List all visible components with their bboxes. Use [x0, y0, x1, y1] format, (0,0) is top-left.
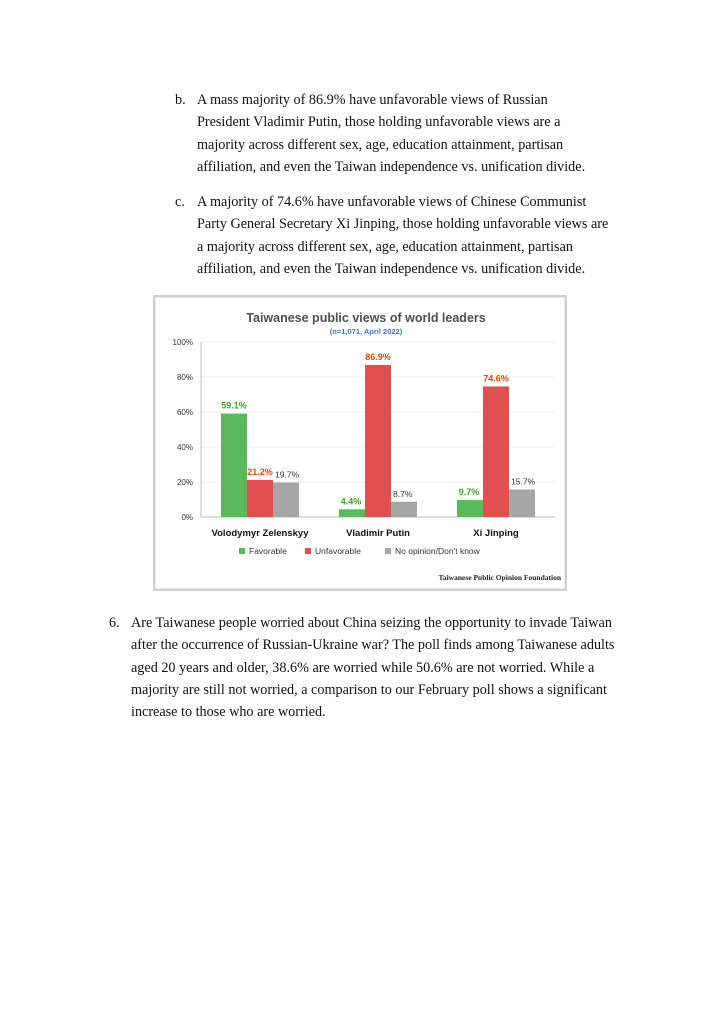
data-label: 21.2%	[247, 466, 273, 477]
chart-title: Taiwanese public views of world leaders	[246, 311, 486, 325]
bar	[339, 509, 365, 517]
bar-chart	[155, 297, 565, 589]
y-tick-label: 20%	[176, 478, 193, 487]
category-label: Volodymyr Zelenskyy	[211, 528, 309, 539]
y-tick-label: 0%	[181, 513, 193, 522]
y-tick-label: 40%	[176, 443, 193, 452]
data-label: 74.6%	[483, 373, 509, 384]
bar	[365, 365, 391, 517]
legend-label: Unfavorable	[315, 546, 361, 556]
list-item-text: A majority of 74.6% have unfavorable views of Chinese Communist Party General Secretary Xi Jinping, those holding unfavorable views are a majority across different sex, age, education attainment, partisan affiliation, and even the Taiwan independence vs. unification divide.	[197, 194, 609, 277]
bar	[273, 483, 299, 517]
data-label: 19.7%	[275, 469, 300, 480]
list-marker: 6.	[109, 615, 120, 631]
list-item-text: Are Taiwanese people worried about China seizing the opportunity to invade Taiwan after the occurrence of Russian-Ukraine war? The poll finds among Taiwanese adults aged 20 years and older, 38.6% are worried while 50.6% are not worried. While a majority are still not worried, a comparison to our February poll shows a significant increase to those who are worried.	[131, 615, 615, 721]
category-label: Xi Jinping	[473, 528, 519, 539]
source-credit: Taiwanese Public Opinion Foundation	[438, 573, 561, 582]
list-item-6	[109, 612, 616, 723]
bar	[483, 386, 509, 517]
bar	[391, 502, 417, 517]
list-item-c	[175, 191, 612, 280]
legend-label: No opinion/Don't know	[395, 546, 480, 556]
category-label: Vladimir Putin	[346, 528, 410, 539]
chart-figure	[153, 295, 567, 591]
data-label: 8.7%	[393, 488, 413, 499]
data-label: 15.7%	[511, 476, 536, 487]
bar	[221, 414, 247, 517]
y-tick-label: 80%	[176, 373, 193, 382]
legend-swatch	[239, 548, 245, 554]
data-label: 59.1%	[221, 400, 247, 411]
list-marker: c.	[175, 194, 185, 210]
list-item-text: A mass majority of 86.9% have unfavorable views of Russian President Vladimir Putin, those holding unfavorable views are a majority across different sex, age, education attainment, partisan affiliation, and even the Taiwan independence vs. unification divide.	[197, 92, 586, 175]
legend-swatch	[305, 548, 311, 554]
data-label: 9.7%	[458, 487, 480, 498]
bar	[247, 480, 273, 517]
y-tick-label: 60%	[176, 408, 193, 417]
data-label: 4.4%	[340, 496, 362, 507]
bar	[509, 490, 535, 517]
data-label: 86.9%	[365, 351, 391, 362]
y-tick-label: 100%	[172, 338, 193, 347]
chart-subtitle: (n=1,071, April 2022)	[329, 327, 403, 336]
bar	[457, 500, 483, 517]
legend-swatch	[385, 548, 391, 554]
list-item-b	[175, 89, 597, 178]
legend-label: Favorable	[249, 546, 287, 556]
list-marker: b.	[175, 92, 186, 108]
